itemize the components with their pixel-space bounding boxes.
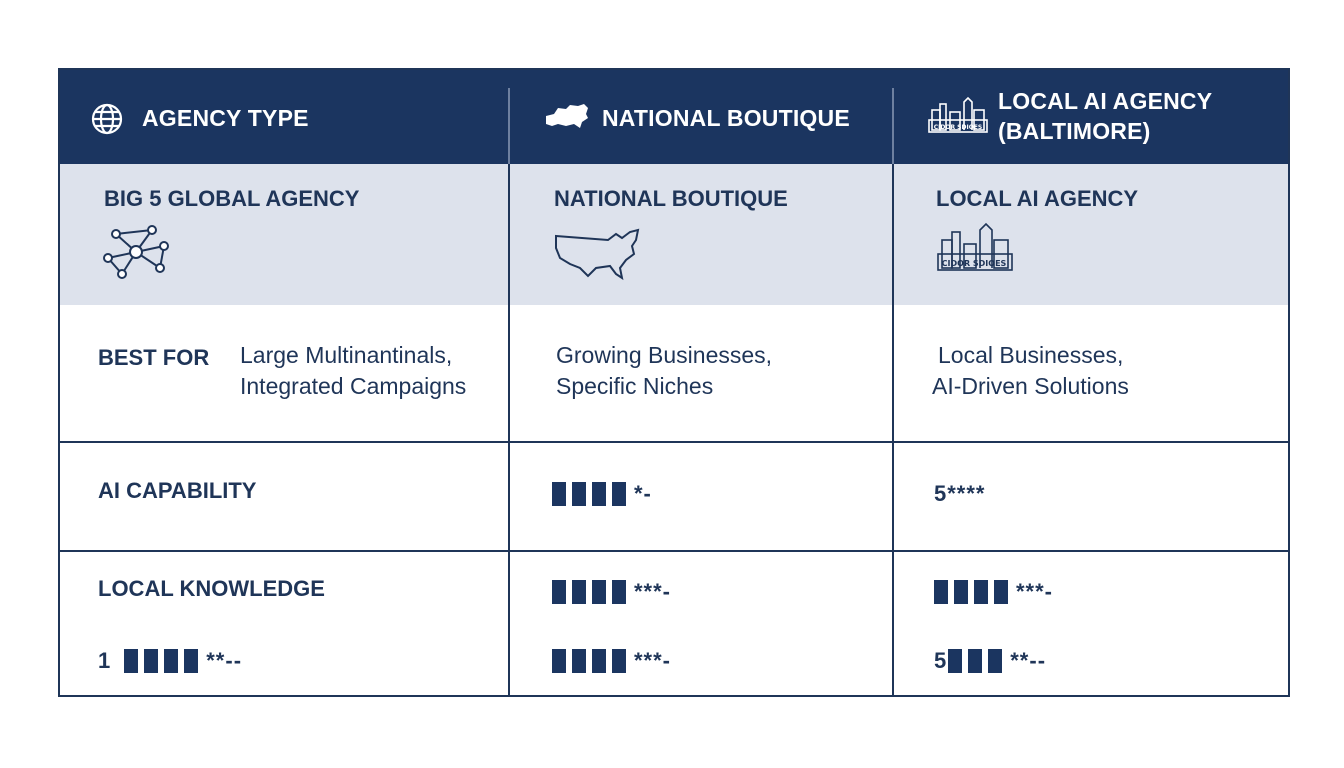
rating-block bbox=[994, 580, 1008, 604]
agency-local-ai bbox=[894, 164, 1288, 305]
rating-block bbox=[612, 580, 626, 604]
local-knowledge-national-rating-b bbox=[552, 648, 671, 674]
rating-block bbox=[988, 649, 1002, 673]
best-for-national-boutique bbox=[510, 305, 894, 441]
best-for-national-line1: Growing Businesses, bbox=[556, 342, 773, 368]
header-col3-label-line2: (BALTIMORE) bbox=[998, 118, 1151, 144]
header-agency-type bbox=[60, 88, 510, 164]
us-map-icon bbox=[544, 104, 590, 130]
best-for-local-line1: Local Businesses, bbox=[938, 342, 1124, 368]
ai-capability-local-rating: 5**** bbox=[934, 481, 986, 506]
best-for-big5-line1: Large Multinantinals, bbox=[240, 342, 453, 368]
rating-block bbox=[572, 482, 586, 506]
rating-block bbox=[974, 580, 988, 604]
ai-capability-local bbox=[894, 443, 1288, 550]
rating-block bbox=[592, 580, 606, 604]
svg-text:CIDOR SDIOES: CIDOR SDIOES bbox=[933, 124, 983, 131]
rating-number: 1 bbox=[98, 648, 111, 673]
rating-block bbox=[164, 649, 178, 673]
agency-big5-name: BIG 5 GLOBAL AGENCY bbox=[104, 186, 360, 211]
agency-names-row bbox=[60, 164, 1288, 305]
ai-capability-big5 bbox=[60, 443, 510, 550]
us-map-icon bbox=[552, 228, 642, 282]
rating-block bbox=[592, 649, 606, 673]
rating-block bbox=[934, 580, 948, 604]
ai-capability-national-rating bbox=[552, 481, 652, 507]
best-for-local-line2: AI-Driven Solutions bbox=[932, 373, 1129, 399]
rating-tail: ***- bbox=[634, 648, 672, 673]
header-col1-label: AGENCY TYPE bbox=[142, 105, 309, 131]
agency-national-boutique-name: NATIONAL BOUTIQUE bbox=[554, 186, 788, 211]
rating-block bbox=[612, 482, 626, 506]
header-local-ai-agency bbox=[894, 70, 1288, 164]
local-knowledge-big5-rating bbox=[98, 648, 242, 674]
header-row bbox=[60, 70, 1288, 164]
best-for-big5-line2: Integrated Campaigns bbox=[240, 373, 467, 399]
rating-tail: ***- bbox=[634, 579, 672, 604]
rating-tail: ***- bbox=[1016, 579, 1054, 604]
ai-capability-national bbox=[510, 443, 894, 550]
rating-block bbox=[124, 649, 138, 673]
rating-block bbox=[184, 649, 198, 673]
rating-block bbox=[612, 649, 626, 673]
rating-tail: **-- bbox=[1010, 648, 1047, 673]
local-knowledge-local bbox=[894, 552, 1288, 695]
svg-text:CIDOR SDIOES: CIDOR SDIOES bbox=[941, 259, 1007, 268]
globe-icon bbox=[90, 102, 124, 136]
rating-number: 5 bbox=[934, 648, 947, 673]
header-national-boutique bbox=[510, 88, 894, 164]
network-icon bbox=[102, 224, 172, 282]
rating-block bbox=[552, 580, 566, 604]
rating-block bbox=[552, 649, 566, 673]
agency-national-boutique bbox=[510, 164, 894, 305]
local-knowledge-national-rating-a bbox=[552, 579, 671, 605]
header-col3-label-line1: LOCAL AI AGENCY bbox=[998, 88, 1213, 114]
rating-block bbox=[572, 580, 586, 604]
rating-block bbox=[948, 649, 962, 673]
local-knowledge-big5 bbox=[60, 552, 510, 695]
agency-comparison-table bbox=[58, 68, 1290, 697]
rating-tail: *- bbox=[634, 481, 652, 506]
local-knowledge-local-rating-a bbox=[934, 579, 1053, 605]
rating-block bbox=[552, 482, 566, 506]
best-for-national-line2: Specific Niches bbox=[556, 373, 714, 399]
ai-capability-row bbox=[60, 441, 1288, 550]
agency-big5 bbox=[60, 164, 510, 305]
local-knowledge-national bbox=[510, 552, 894, 695]
local-knowledge-local-rating-b bbox=[934, 648, 1046, 674]
header-col2-label: NATIONAL BOUTIQUE bbox=[602, 105, 850, 131]
rating-block bbox=[592, 482, 606, 506]
best-for-row bbox=[60, 305, 1288, 441]
city-skyline-icon bbox=[928, 96, 990, 136]
best-for-big5 bbox=[60, 305, 510, 441]
city-skyline-icon bbox=[936, 222, 1016, 276]
rating-block bbox=[572, 649, 586, 673]
rating-block bbox=[968, 649, 982, 673]
agency-local-ai-name: LOCAL AI AGENCY bbox=[936, 186, 1139, 211]
rating-tail: **-- bbox=[206, 648, 243, 673]
best-for-label: BEST FOR bbox=[98, 345, 210, 370]
ai-capability-label: AI CAPABILITY bbox=[98, 478, 257, 503]
best-for-local-ai bbox=[894, 305, 1288, 441]
rating-block bbox=[954, 580, 968, 604]
local-knowledge-row bbox=[60, 550, 1288, 695]
rating-block bbox=[144, 649, 158, 673]
local-knowledge-label: LOCAL KNOWLEDGE bbox=[98, 576, 325, 601]
